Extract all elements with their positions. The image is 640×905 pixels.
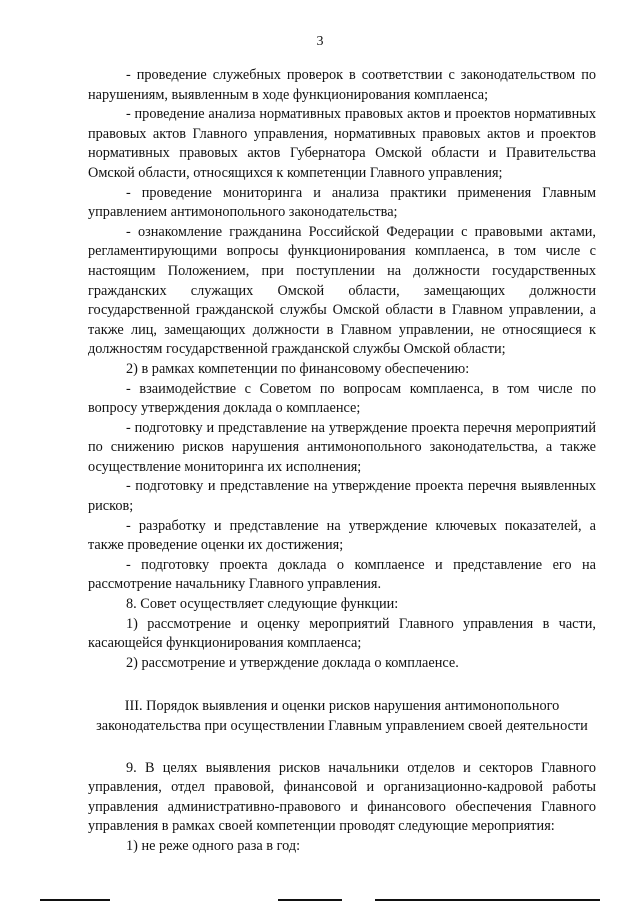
bottom-rule-left xyxy=(40,899,110,901)
paragraph-measures-list: - подготовку и представление на утверждение проекта перечня мероприятий по снижению рисков нарушения антимонопольного законодательства, а также осуществление мониторинга их исполнения; xyxy=(88,419,596,475)
document-body xyxy=(88,66,596,857)
paragraph-council-interaction: - взаимодействие с Советом по вопросам комплаенса, в том числе по вопросу утверждения доклада о комплаенсе; xyxy=(88,380,596,417)
paragraph-report-draft: - подготовку проекта доклада о комплаенсе и представление его на рассмотрение начальнику Главного управления. xyxy=(88,556,596,593)
paragraph-financial-competence: 2) в рамках компетенции по финансовому обеспечению: xyxy=(126,360,470,377)
paragraph-council-function-2: 2) рассмотрение и утверждение доклада о комплаенсе. xyxy=(126,654,459,671)
paragraph-service-checks: - проведение служебных проверок в соответствии с законодательством по нарушениям, выявленным в ходе функционирования комплаенса; xyxy=(88,67,596,103)
paragraph-risk-identification: 9. В целях выявления рисков начальники отделов и секторов Главного управления, отдел правовой, финансовой и организационно-кадровой работы управления административно-правового и финансового обеспечения Главного управления в рамках своей компетенции проводят следующие мероприятия: xyxy=(88,759,596,835)
paragraph-once-a-year: 1) не реже одного раза в год: xyxy=(126,837,301,854)
paragraph-familiarization: - ознакомление гражданина Российской Федерации с правовыми актами, регламентирующими вопросы функционирования комплаенса, в том числе с настоящим Положением, при поступлении на должности государственных гражданских служащих Омской области, замещающих должности государственной гражданской службы Омской области в Главном управлении, а также лиц, замещающих должности в Главном управлении, не относящиеся к должностям государственной гражданской службы Омской области; xyxy=(88,223,596,358)
paragraph-key-indicators: - разработку и представление на утверждение ключевых показателей, а также проведение оценки их достижения; xyxy=(88,517,596,554)
paragraph-monitoring: - проведение мониторинга и анализа практики применения Главным управлением антимонопольного законодательства; xyxy=(88,184,596,221)
page-number: 3 xyxy=(316,34,324,49)
paragraph-council-function-1: 1) рассмотрение и оценку мероприятий Главного управления в части, касающейся функционирования комплаенса; xyxy=(88,615,596,652)
bottom-rule-center xyxy=(278,899,342,901)
paragraph-risks-list: - подготовку и представление на утверждение проекта перечня выявленных рисков; xyxy=(88,478,596,515)
paragraph-analysis-acts: - проведение анализа нормативных правовых актов и проектов нормативных правовых актов Главного управления, нормативных правовых актов и проектов нормативных правовых актов Губернатора Омской области и Правительства Омской области, относящихся к компетенции Главного управления; xyxy=(88,106,596,181)
section-heading: III. Порядок выявления и оценки рисков нарушения антимонопольного законодательства при осуществлении Главным управлением своей деятельности xyxy=(96,698,588,734)
paragraph-council-functions: 8. Совет осуществляет следующие функции: xyxy=(126,596,399,613)
bottom-rule-right xyxy=(375,899,600,901)
